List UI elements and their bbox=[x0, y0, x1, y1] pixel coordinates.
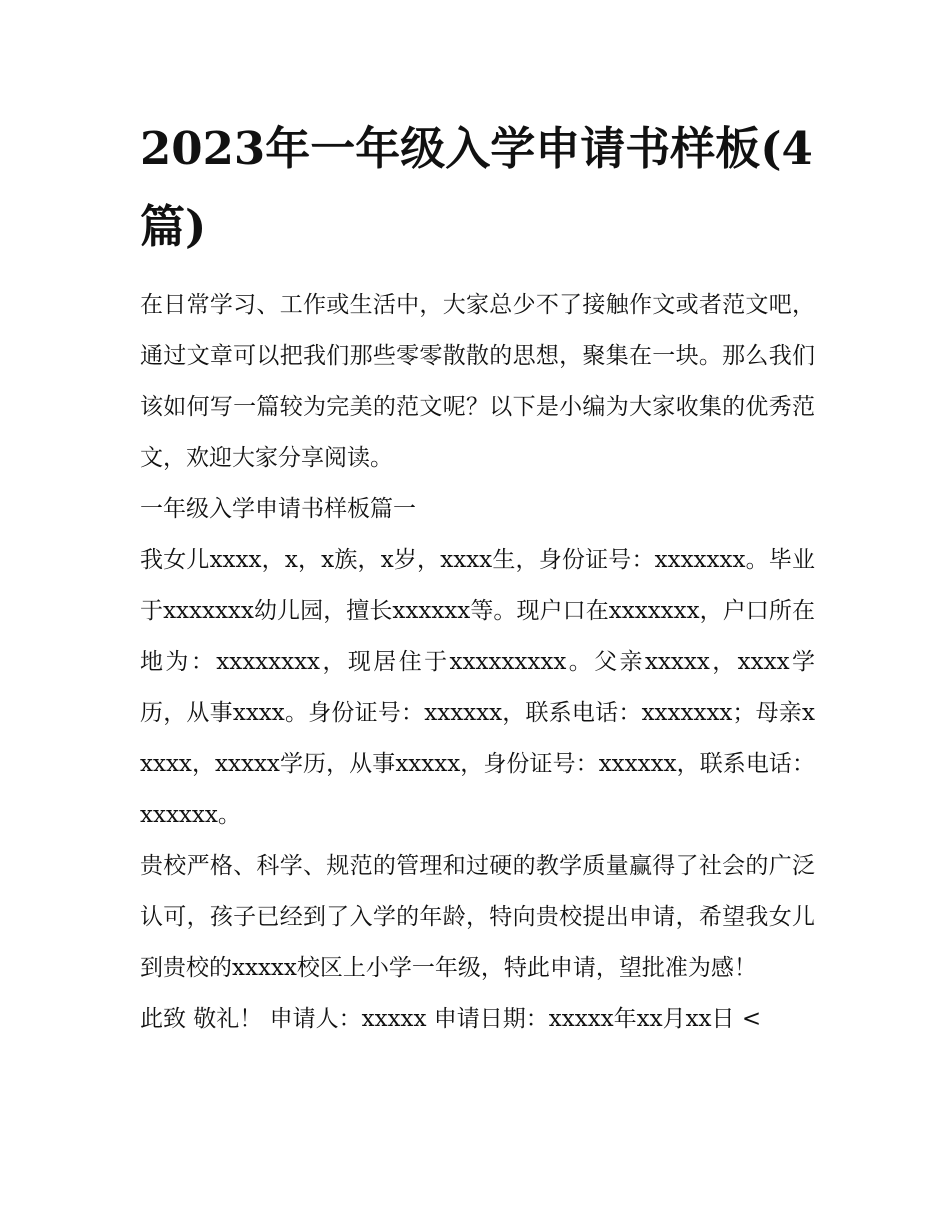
section-heading: 一年级入学申请书样板篇一 bbox=[140, 496, 416, 522]
closing-line: 此致 敬礼！ 申请人：xxxxx 申请日期：xxxxx年xx月xx日 < bbox=[140, 1006, 762, 1032]
applicant-info-paragraph: 我女儿xxxx，x，x族，x岁，xxxx生，身份证号：xxxxxxx。毕业于xxxxxxx幼儿园，擅长xxxxxx等。现户口在xxxxxxx，户口所在地为：xxxxxxxx，现居住于xxxxxxxxx。父亲xxxxx，xxxx学历，从事xxxx。身份证号：xxxxxx，联系电话：xxxxxxx；母亲xxxxx，xxxxx学历，从事xxxxx，身份证号：xxxxxx，联系电话：xxxxxx。 bbox=[140, 547, 815, 828]
request-paragraph: 贵校严格、科学、规范的管理和过硬的教学质量赢得了社会的广泛认可，孩子已经到了入学的年龄，特向贵校提出申请，希望我女儿到贵校的xxxxx校区上小学一年级，特此申请，望批准为感！ bbox=[140, 853, 815, 981]
document-page bbox=[140, 110, 815, 1045]
intro-paragraph: 在日常学习、工作或生活中，大家总少不了接触作文或者范文吧，通过文章可以把我们那些零零散散的思想，聚集在一块。那么我们该如何写一篇较为完美的范文呢？以下是小编为大家收集的优秀范文，欢迎大家分享阅读。 bbox=[140, 292, 815, 471]
document-title: 2023年一年级入学申请书样板(4篇) bbox=[140, 122, 813, 253]
